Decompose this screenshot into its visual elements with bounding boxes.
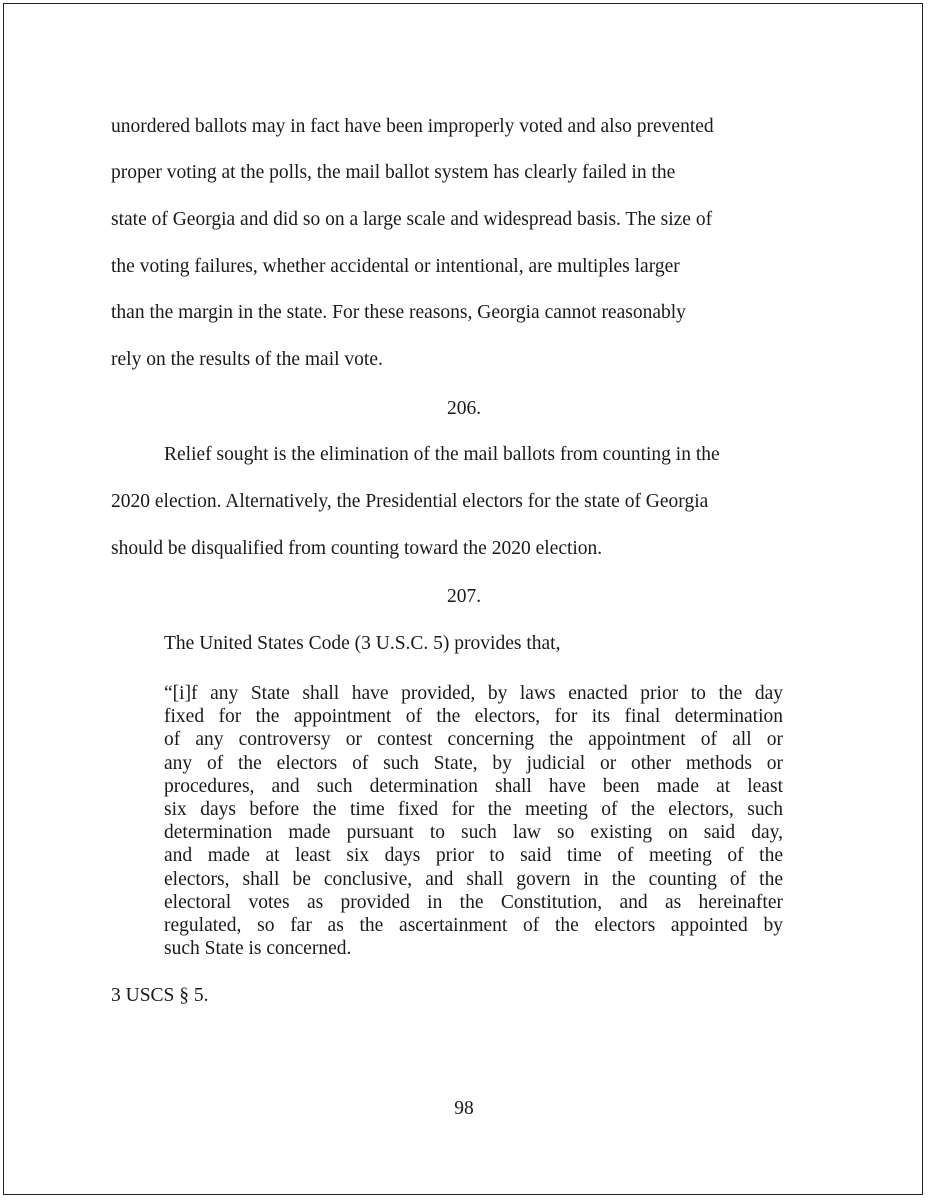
quote-line: and made at least six days prior to said time of meeting of the [164, 845, 783, 867]
block-quote [164, 682, 783, 960]
quote-line: electors, shall be conclusive, and shall govern in the counting of the [164, 868, 783, 890]
body-text-line: proper voting at the polls, the mail ballot system has clearly failed in the [111, 162, 676, 183]
quote-line: regulated, so far as the ascertainment of the electors appointed by [164, 915, 783, 937]
paragraph-number: 207. [446, 586, 482, 607]
body-text-line: unordered ballots may in fact have been improperly voted and also prevented [111, 116, 714, 137]
body-text-line: the voting failures, whether accidental or intentional, are multiples larger [111, 256, 680, 277]
quote-line: fixed for the appointment of the electors, for its final determination [164, 706, 783, 728]
paragraph-number: 206. [446, 398, 482, 419]
page-number: 98 [454, 1098, 474, 1119]
body-text-line: rely on the results of the mail vote. [111, 349, 383, 370]
quote-intro: The United States Code (3 U.S.C. 5) provides that, [164, 633, 561, 654]
quote-line: of any controversy or contest concerning the appointment of all or [164, 729, 783, 751]
body-text-line: state of Georgia and did so on a large scale and widespread basis. The size of [111, 209, 713, 230]
quote-line: “[i]f any State shall have provided, by laws enacted prior to the day [164, 683, 783, 704]
body-text-line: should be disqualified from counting toward the 2020 election. [111, 538, 603, 559]
body-text-line: Relief sought is the elimination of the mail ballots from counting in the [164, 444, 720, 465]
body-text-line: 2020 election. Alternatively, the Presidential electors for the state of Georgia [111, 491, 709, 512]
quote-line: any of the electors of such State, by judicial or other methods or [164, 752, 783, 774]
quote-line: determination made pursuant to such law so existing on said day, [164, 822, 783, 844]
quote-line: procedures, and such determination shall have been made at least [164, 775, 783, 797]
body-text-line: than the margin in the state. For these reasons, Georgia cannot reasonably [111, 302, 686, 323]
quote-line: electoral votes as provided in the Constitution, and as hereinafter [164, 891, 783, 913]
citation: 3 USCS § 5. [111, 985, 209, 1006]
quote-line: such State is concerned. [164, 938, 352, 960]
quote-line: six days before the time fixed for the meeting of the electors, such [164, 799, 783, 821]
